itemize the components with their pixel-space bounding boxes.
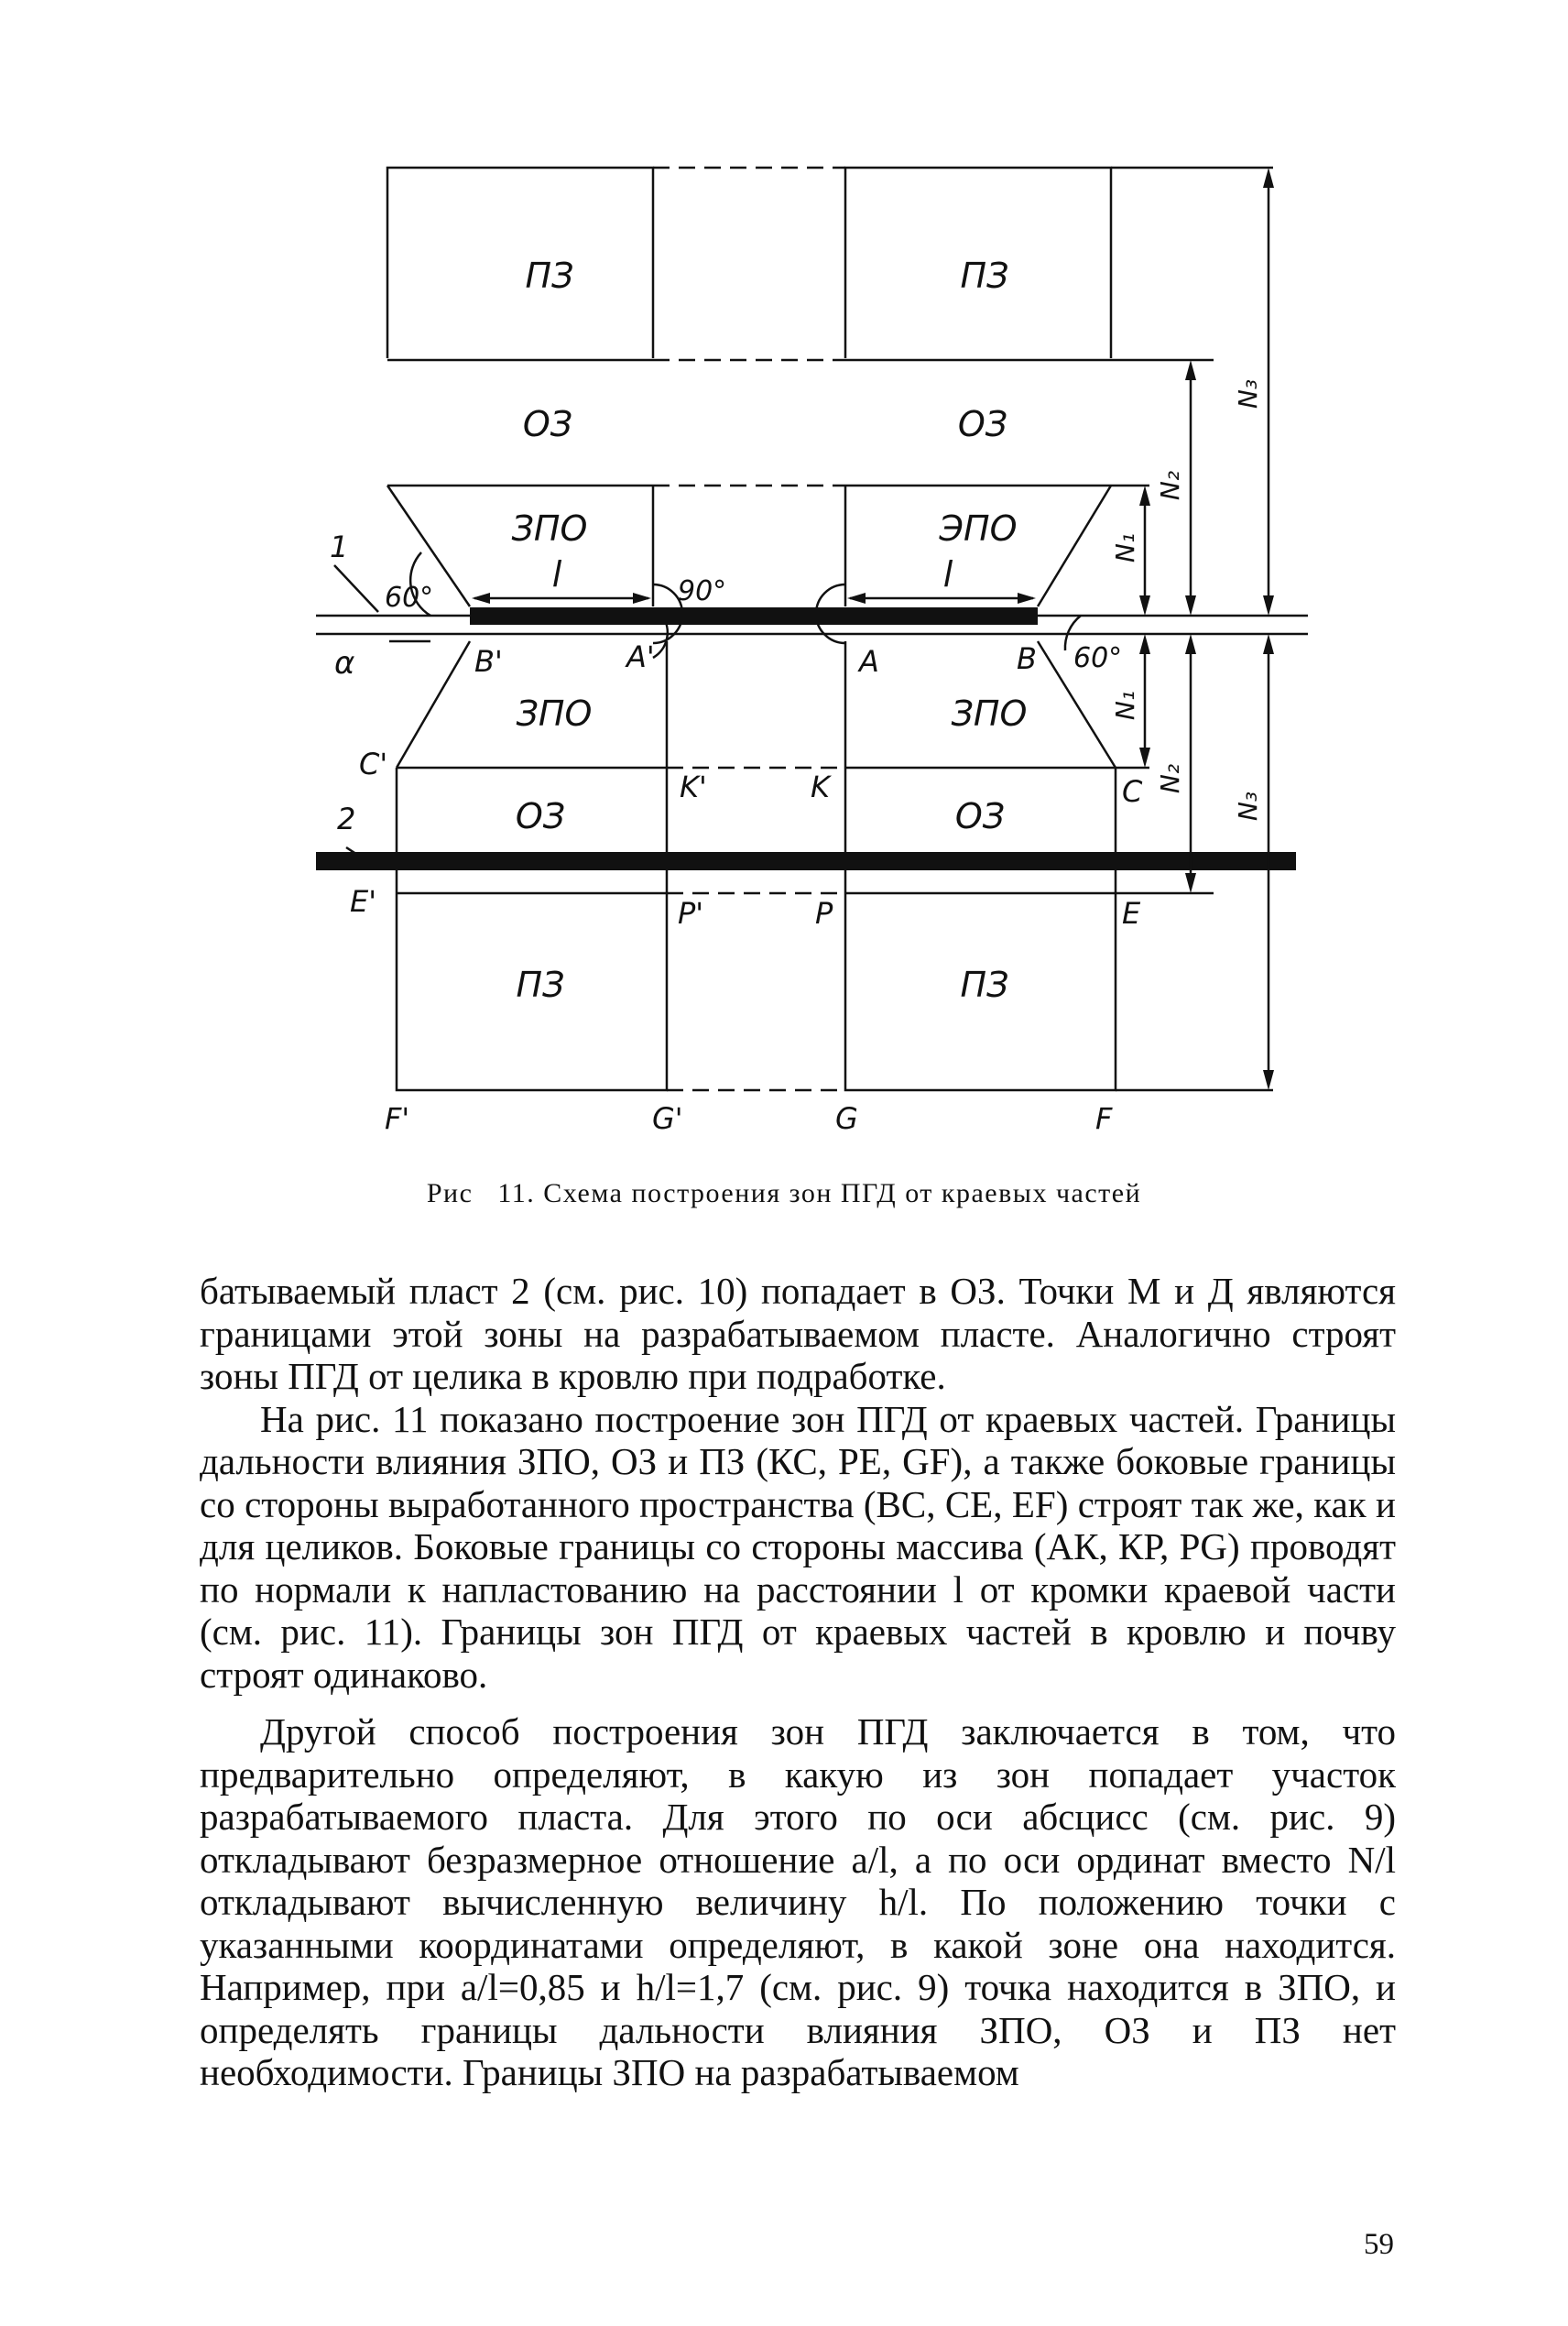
dimension-n1-label: N₁ xyxy=(1110,532,1140,563)
point-c-prime: C' xyxy=(359,747,388,781)
zone-label-zpo: ЗПО xyxy=(951,693,1028,734)
body-text xyxy=(200,1270,1396,2094)
dimension-n2-label: N₂ xyxy=(1155,470,1185,501)
page-number: 59 xyxy=(1364,2228,1394,2261)
zone-label-pz: ПЗ xyxy=(960,256,1009,296)
point-k-prime: K' xyxy=(680,770,707,804)
point-g: G xyxy=(835,1101,858,1136)
paragraph: Другой способ построения зон ПГД заключается в том, что предварительно определяют, в какую из зон попадает участок разрабатываемого пласта. Для этого по оси абсцисс (см. рис. 9) откладывают безразмерное отношение a/l, а по оси ординат вместо N/l откладывают вычисленную величину h/l. По положению точки с указанными координатами определяют, в какой зоне она находится. Например, при a/l=0,85 и h/l=1,7 (см. рис. 9) точка находится в ЗПО, и определять границы дальности влияния ЗПО, ОЗ и ПЗ нет необходимости. Границы ЗПО на разрабатываемом xyxy=(200,1710,1396,2093)
point-g-prime: G' xyxy=(652,1101,683,1136)
zone-label-oz: ОЗ xyxy=(957,404,1008,444)
zone-label-pz: ПЗ xyxy=(525,256,574,296)
callout-2-label: 2 xyxy=(337,802,356,836)
point-p-prime: P' xyxy=(678,896,704,931)
angle-60-label: 60° xyxy=(1073,642,1123,674)
alpha-angle-label: α xyxy=(334,645,355,682)
dimension-n1-label: N₁ xyxy=(1110,690,1140,721)
zone-label-oz: ОЗ xyxy=(515,796,566,836)
zone-label-zpo: ЭПО xyxy=(939,508,1018,549)
callout-1-label: 1 xyxy=(330,530,349,564)
point-f-prime: F' xyxy=(385,1101,410,1136)
point-e: E xyxy=(1122,896,1141,931)
dimension-l-label: l xyxy=(942,554,953,595)
zone-label-pz: ПЗ xyxy=(516,965,565,1005)
paragraph: батываемый пласт 2 (см. рис. 10) попадает в ОЗ. Точки М и Д являются границами этой зоны на разрабатываемом пласте. Аналогично строят зоны ПГД от целика в кровлю при подработке. xyxy=(200,1270,1396,1397)
figure-caption xyxy=(0,1178,1568,1209)
point-k: K xyxy=(811,770,830,804)
zone-label-zpo: ЗПО xyxy=(511,508,588,549)
dimension-l-label: l xyxy=(551,554,562,595)
point-p: P xyxy=(815,896,833,931)
paragraph: На рис. 11 показано построение зон ПГД от краевых частей. Границы дальности влияния ЗПО, ОЗ и ПЗ (КС, РЕ, GF), а также боковые границы со стороны выработанного пространства (ВС, СЕ, ЕF) строят так же, как и для целиков. Боковые границы со стороны массива (АК, КР, PG) проводят по нормали к напластованию на расстоянии l от кромки краевой части (см. рис. 11). Границы зон ПГД от краевых частей в кровлю и почву строят одинаково. xyxy=(200,1397,1396,1696)
point-e-prime: E' xyxy=(350,884,377,919)
dimension-n3-label: N₃ xyxy=(1233,791,1263,822)
dimension-n3-label: N₃ xyxy=(1233,378,1263,410)
zone-label-zpo: ЗПО xyxy=(516,693,593,734)
angle-60-label: 60° xyxy=(385,582,434,614)
point-a-prime: A' xyxy=(626,639,655,674)
angle-90-label: 90° xyxy=(678,575,727,607)
point-b-prime: B' xyxy=(474,644,503,679)
point-f: F xyxy=(1095,1101,1113,1136)
zone-label-oz: ОЗ xyxy=(522,404,573,444)
dimension-n2-label: N₂ xyxy=(1155,763,1185,794)
point-b: B xyxy=(1017,641,1037,676)
zone-label-pz: ПЗ xyxy=(960,965,1009,1005)
point-c: C xyxy=(1122,774,1143,809)
point-a: A xyxy=(859,644,879,679)
zone-label-oz: ОЗ xyxy=(954,796,1006,836)
caption-number: 11. xyxy=(497,1178,536,1208)
caption-prefix: Рис xyxy=(426,1178,474,1208)
caption-title: Схема построения зон ПГД от краевых частей xyxy=(543,1178,1142,1208)
